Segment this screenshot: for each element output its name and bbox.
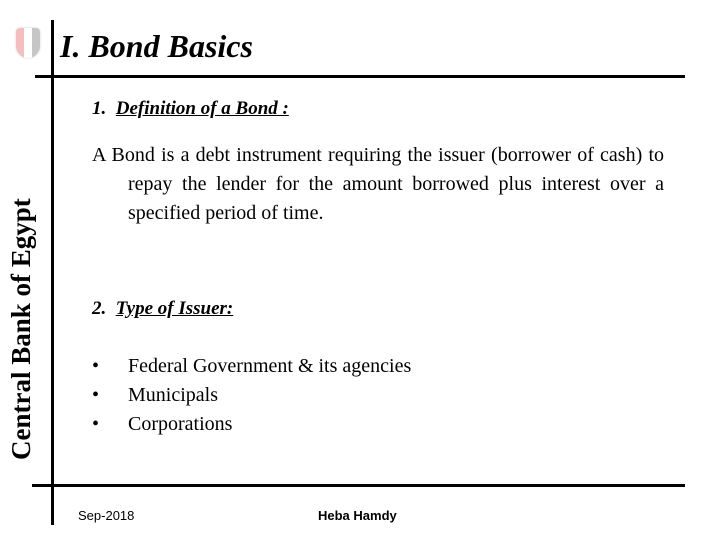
bullet-text: Corporations [128, 413, 233, 435]
bullet-text: Federal Government & its agencies [128, 355, 412, 377]
section2-title: Type of Issuer: [115, 298, 234, 319]
header-divider [35, 75, 685, 78]
footer-date: Sep-2018 [78, 508, 135, 523]
section1-number: 1. [92, 98, 107, 119]
footer-divider [32, 484, 685, 487]
cbe-logo-icon [16, 28, 40, 58]
section2-number: 2. [92, 298, 107, 319]
list-item: • Municipals [92, 384, 218, 406]
section1-title: Definition of a Bond : [115, 98, 289, 119]
definition-text: A Bond is a debt instrument requiring the issuer (borrower of cash) to repay the lender for the amount borrowed plus interest over a specified period of time. [92, 144, 664, 224]
org-name: Central Bank of Egypt [6, 198, 36, 460]
footer-author: Heba Hamdy [318, 508, 397, 523]
bullet-text: Municipals [128, 384, 218, 406]
list-item: • Corporations [92, 413, 233, 435]
vertical-divider [51, 20, 54, 525]
slide-title: I. Bond Basics [60, 28, 253, 64]
section1-heading [92, 98, 289, 120]
section2-heading [92, 298, 233, 320]
list-item: • Federal Government & its agencies [92, 355, 412, 377]
